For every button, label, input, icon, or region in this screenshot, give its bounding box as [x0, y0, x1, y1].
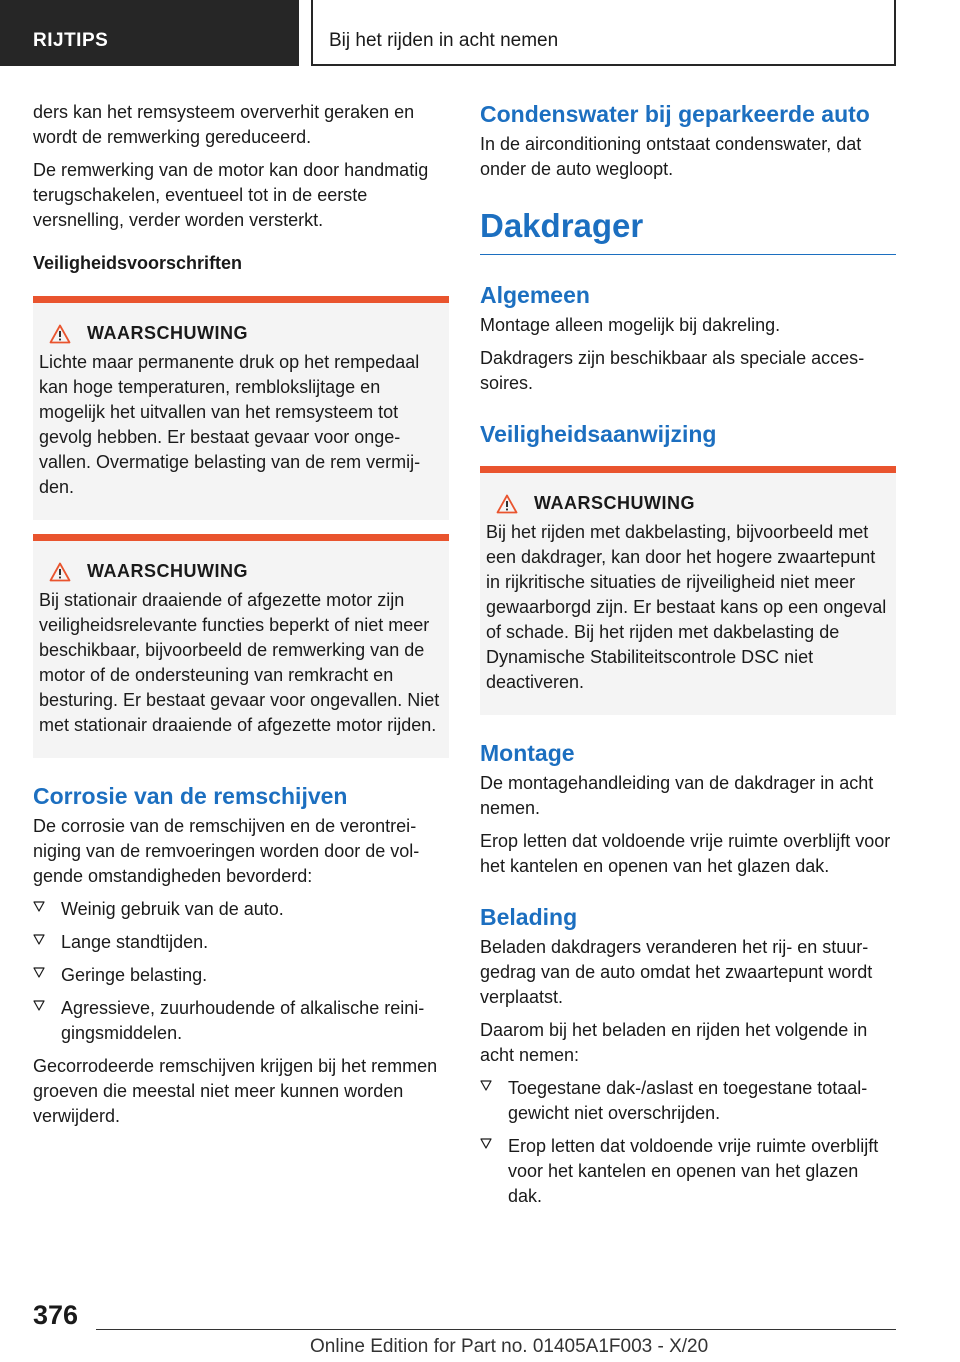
- paragraph: De corrosie van de remschijven en de verontreiniging van de remvoeringen worden door de volgende omstandigheden bevorderd:: [33, 816, 420, 886]
- left-column: [33, 100, 449, 1137]
- section-heading: Montage: [480, 740, 575, 766]
- list-item-text: Agressieve, zuurhoudende of alkalische reinigingsmiddelen.: [61, 998, 425, 1043]
- safety-subheading: Veiligheidsvoorschriften: [33, 253, 243, 273]
- paragraph: In de airconditioning ontstaat condenswater, dat onder de auto wegloopt.: [480, 134, 862, 179]
- list-item: [33, 996, 449, 1046]
- page-number: 376: [33, 1300, 79, 1330]
- paragraph: Daarom bij het beladen en rijden het volgende in acht nemen:: [480, 1020, 868, 1065]
- list-item-text: Geringe belasting.: [61, 965, 208, 985]
- paragraph: Montage alleen mogelijk bij dakreling.: [480, 315, 781, 335]
- warning-title: [39, 323, 441, 344]
- triangle-bullet-icon: [33, 996, 61, 1046]
- list-item: [480, 1076, 896, 1126]
- paragraph: Gecorrodeerde remschijven krijgen bij het remmen groeven die meestal niet meer kunnen worden verwijderd.: [33, 1056, 438, 1126]
- section-tab: RIJTIPS: [0, 0, 299, 66]
- triangle-bullet-icon: [480, 1076, 508, 1126]
- footer-edition: Online Edition for Part no. 01405A1F003 - X/20: [310, 1336, 709, 1357]
- warning-label: WAARSCHUWING: [87, 561, 248, 581]
- paragraph: De montagehandleiding van de dakdrager in acht nemen.: [480, 773, 874, 818]
- paragraph: Erop letten dat voldoende vrije ruimte overblijft voor het kantelen en openen van het glazen dak.: [480, 831, 891, 876]
- triangle-bullet-icon: [33, 963, 61, 988]
- warning-box: [33, 296, 449, 520]
- page-header: [0, 0, 960, 66]
- list-item: [33, 930, 449, 955]
- warning-title: [486, 493, 888, 514]
- list-item: [480, 1134, 896, 1209]
- bullet-list: [33, 897, 449, 1046]
- chapter-title: Bij het rijden in acht nemen: [311, 0, 896, 66]
- right-column: [480, 100, 896, 1217]
- warning-triangle-icon: [49, 324, 71, 344]
- paragraph: Dakdragers zijn beschikbaar als speciale accessoires.: [480, 348, 865, 393]
- triangle-bullet-icon: [480, 1134, 508, 1209]
- section-heading: Belading: [480, 904, 578, 930]
- warning-text: Bij het rijden met dakbelasting, bijvoorbeeld met een dakdrager, kan door het hogere zwaartepunt in rijkritische situaties de rijveiligheid niet meer gewaarborgd zijn. Er bestaat kans op een ongeval of schade. Bij het rijden met dakbelasting de Dynamische Stabiliteitscontrole DSC niet deactiveren.: [486, 522, 887, 692]
- chapter-heading: Dakdrager: [480, 206, 896, 255]
- section-heading: Corrosie van de remschijven: [33, 783, 348, 809]
- paragraph: De remwerking van de motor kan door handmatig terugschakelen, eventueel tot in de eerste versnelling, verder worden versterkt.: [33, 160, 429, 230]
- list-item-text: Lange standtijden.: [61, 932, 209, 952]
- section-heading: Algemeen: [480, 282, 590, 308]
- list-item: [33, 897, 449, 922]
- warning-box: [33, 534, 449, 758]
- warning-label: WAARSCHUWING: [534, 493, 695, 513]
- paragraph: Beladen dakdragers veranderen het rij- en stuurgedrag van de auto omdat het zwaartepunt wordt verplaatst.: [480, 937, 873, 1007]
- footer-divider: [96, 1329, 896, 1330]
- bullet-list: [480, 1076, 896, 1209]
- warning-title: [39, 561, 441, 582]
- triangle-bullet-icon: [33, 930, 61, 955]
- warning-triangle-icon: [496, 494, 518, 514]
- warning-text: Lichte maar permanente druk op het rempedaal kan hoge temperaturen, remblokslijtage en mogelijk het uitvallen van het remsysteem tot gevolg hebben. Er bestaat gevaar voor ongevallen. Overmatige belasting van de rem vermijden.: [39, 352, 421, 497]
- list-item-text: Weinig gebruik van de auto.: [61, 899, 284, 919]
- triangle-bullet-icon: [33, 897, 61, 922]
- section-heading: Condenswater bij geparkeerde auto: [480, 101, 870, 127]
- list-item: [33, 963, 449, 988]
- warning-triangle-icon: [49, 562, 71, 582]
- warning-box: [480, 466, 896, 715]
- section-heading: Veiligheidsaanwijzing: [480, 421, 717, 447]
- list-item-text: Toegestane dak-/aslast en toegestane totaalgewicht niet overschrijden.: [508, 1078, 868, 1123]
- warning-text: Bij stationair draaiende of afgezette motor zijn veiligheidsrelevante functies beperkt of niet meer beschikbaar, bijvoorbeeld de remwerking van de motor of de ondersteuning van remkracht en besturing. Er bestaat gevaar voor ongevallen. Niet met stationair draaiende of afgezette motor rijden.: [39, 590, 440, 735]
- paragraph: ders kan het remsysteem oververhit geraken en wordt de remwerking gereduceerd.: [33, 102, 415, 147]
- warning-label: WAARSCHUWING: [87, 323, 248, 343]
- list-item-text: Erop letten dat voldoende vrije ruimte overblijft voor het kantelen en openen van het glazen dak.: [508, 1136, 879, 1206]
